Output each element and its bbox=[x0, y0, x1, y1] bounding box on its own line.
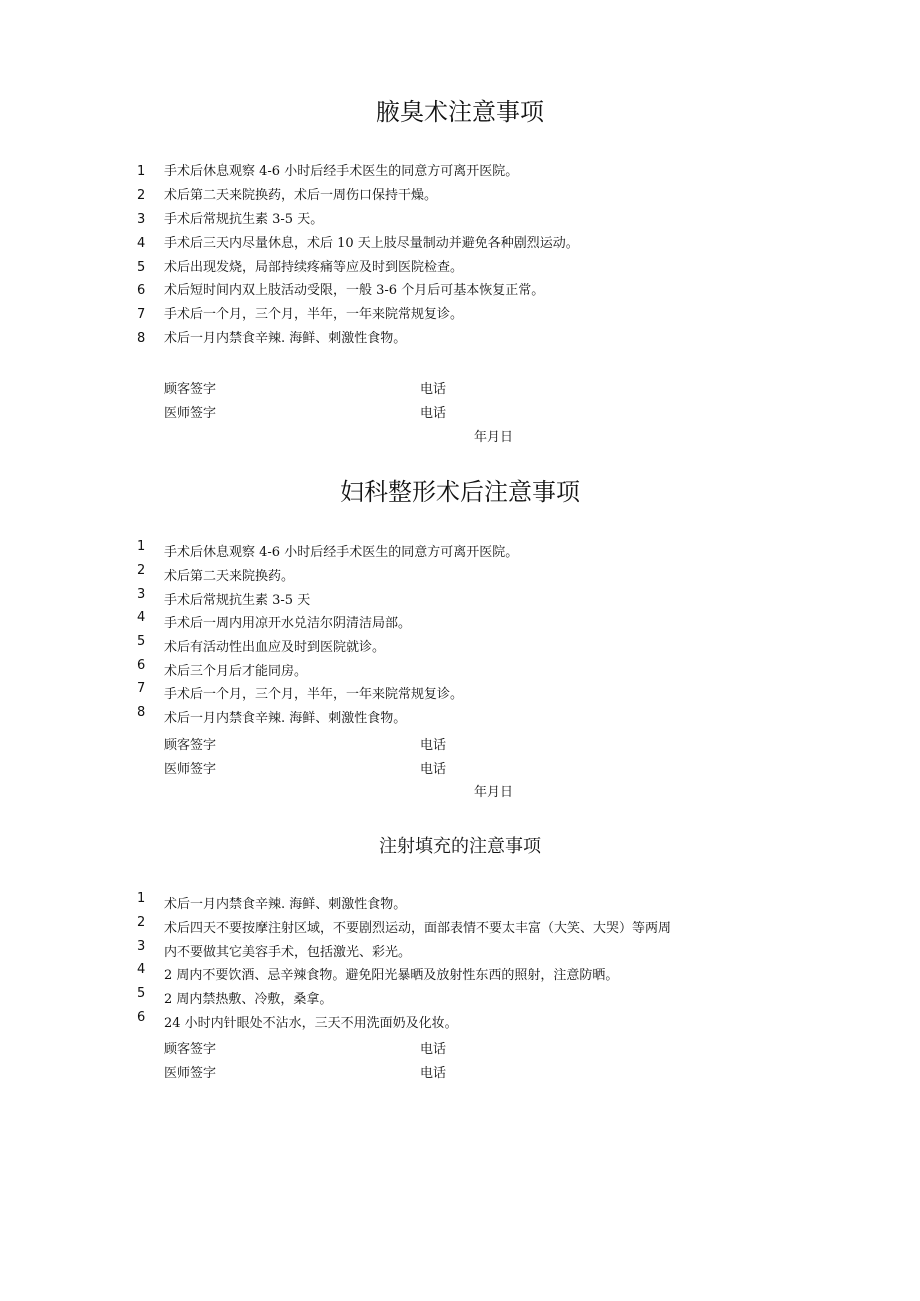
item-text: 术后四天不要按摩注射区域，不要剧烈运动，面部表情不要太丰富（大笑、大哭）等两周 bbox=[164, 921, 672, 936]
list-item bbox=[0, 705, 920, 734]
item-number: 1 bbox=[137, 164, 146, 179]
list-item bbox=[0, 211, 920, 235]
item-number: 1 bbox=[137, 539, 146, 554]
phone-label: 电话 bbox=[420, 382, 447, 397]
item-number: 4 bbox=[137, 236, 146, 251]
list-item bbox=[0, 306, 920, 330]
item-number: 6 bbox=[137, 658, 146, 673]
customer-signature-label: 顾客签字 bbox=[164, 738, 217, 753]
item-text: 内不要做其它美容手术，包括激光、彩光。 bbox=[164, 945, 412, 960]
item-text: 术后三个月后才能同房。 bbox=[164, 664, 308, 679]
item-number: 5 bbox=[137, 260, 146, 275]
doctor-signature-label: 医师签字 bbox=[164, 1066, 217, 1081]
item-number: 7 bbox=[137, 307, 146, 322]
list-item bbox=[0, 187, 920, 211]
item-number: 4 bbox=[137, 962, 146, 977]
list-item bbox=[0, 1010, 920, 1039]
item-number: 5 bbox=[137, 634, 146, 649]
item-number: 3 bbox=[137, 587, 146, 602]
item-number: 6 bbox=[137, 1010, 146, 1025]
item-text: 术后一月内禁食辛辣. 海鲜、刺激性食物。 bbox=[164, 331, 407, 346]
list-item bbox=[0, 235, 920, 259]
item-text: 手术后常规抗生素 3-5 天。 bbox=[164, 212, 324, 227]
item-text: 术后短时间内双上肢活动受限，一般 3-6 个月后可基本恢复正常。 bbox=[164, 283, 545, 298]
item-number: 6 bbox=[137, 283, 146, 298]
item-number: 5 bbox=[137, 986, 146, 1001]
list-item bbox=[0, 282, 920, 306]
list-item bbox=[0, 330, 920, 354]
customer-signature-label: 顾客签字 bbox=[164, 382, 217, 397]
item-text: 手术后常规抗生素 3-5 天 bbox=[164, 593, 311, 608]
item-text: 术后一月内禁食辛辣. 海鲜、刺激性食物。 bbox=[164, 897, 407, 912]
list-item bbox=[0, 259, 920, 283]
doctor-signature-label: 医师签字 bbox=[164, 406, 217, 421]
phone-label: 电话 bbox=[420, 762, 447, 777]
item-number: 3 bbox=[137, 939, 146, 954]
item-text: 手术后一个月，三个月，半年，一年来院常规复诊。 bbox=[164, 687, 464, 702]
item-text: 2 周内不要饮酒、忌辛辣食物。避免阳光暴晒及放射性东西的照射，注意防晒。 bbox=[164, 968, 619, 983]
item-text: 手术后休息观察 4-6 小时后经手术医生的同意方可离开医院。 bbox=[164, 164, 519, 179]
item-text: 手术后三天内尽量休息，术后 10 天上肢尽量制动并避免各种剧烈运动。 bbox=[164, 236, 579, 251]
item-text: 术后一月内禁食辛辣. 海鲜、刺激性食物。 bbox=[164, 711, 407, 726]
item-number: 2 bbox=[137, 188, 146, 203]
phone-label: 电话 bbox=[420, 406, 447, 421]
item-number: 7 bbox=[137, 681, 146, 696]
item-text: 2 周内禁热敷、冷敷，桑拿。 bbox=[164, 992, 333, 1007]
item-text: 手术后一周内用凉开水兑洁尔阴清洁局部。 bbox=[164, 616, 412, 631]
section3-title: 注射填充的注意事项 bbox=[379, 836, 541, 857]
section1-title: 腋臭术注意事项 bbox=[376, 98, 544, 126]
item-number: 1 bbox=[137, 891, 146, 906]
phone-label: 电话 bbox=[420, 738, 447, 753]
item-number: 4 bbox=[137, 610, 146, 625]
item-number: 2 bbox=[137, 915, 146, 930]
item-number: 3 bbox=[137, 212, 146, 227]
phone-label: 电话 bbox=[420, 1042, 447, 1057]
date-label: 年月日 bbox=[474, 430, 514, 445]
item-text: 24 小时内针眼处不沾水，三天不用洗面奶及化妆。 bbox=[164, 1016, 458, 1031]
doctor-signature-label: 医师签字 bbox=[164, 762, 217, 777]
phone-label: 电话 bbox=[420, 1066, 447, 1081]
item-number: 2 bbox=[137, 563, 146, 578]
customer-signature-label: 顾客签字 bbox=[164, 1042, 217, 1057]
item-number: 8 bbox=[137, 331, 146, 346]
item-text: 术后有活动性出血应及时到医院就诊。 bbox=[164, 640, 386, 655]
section2-title: 妇科整形术后注意事项 bbox=[340, 478, 580, 506]
item-text: 手术后一个月，三个月，半年，一年来院常规复诊。 bbox=[164, 307, 464, 322]
list-item bbox=[0, 163, 920, 187]
item-text: 术后第二天来院换药，术后一周伤口保持干燥。 bbox=[164, 188, 438, 203]
item-text: 术后出现发烧，局部持续疼痛等应及时到医院检查。 bbox=[164, 260, 464, 275]
date-label: 年月日 bbox=[474, 785, 514, 800]
item-text: 术后第二天来院换药。 bbox=[164, 569, 295, 584]
item-text: 手术后休息观察 4-6 小时后经手术医生的同意方可离开医院。 bbox=[164, 545, 519, 560]
item-number: 8 bbox=[137, 705, 146, 720]
